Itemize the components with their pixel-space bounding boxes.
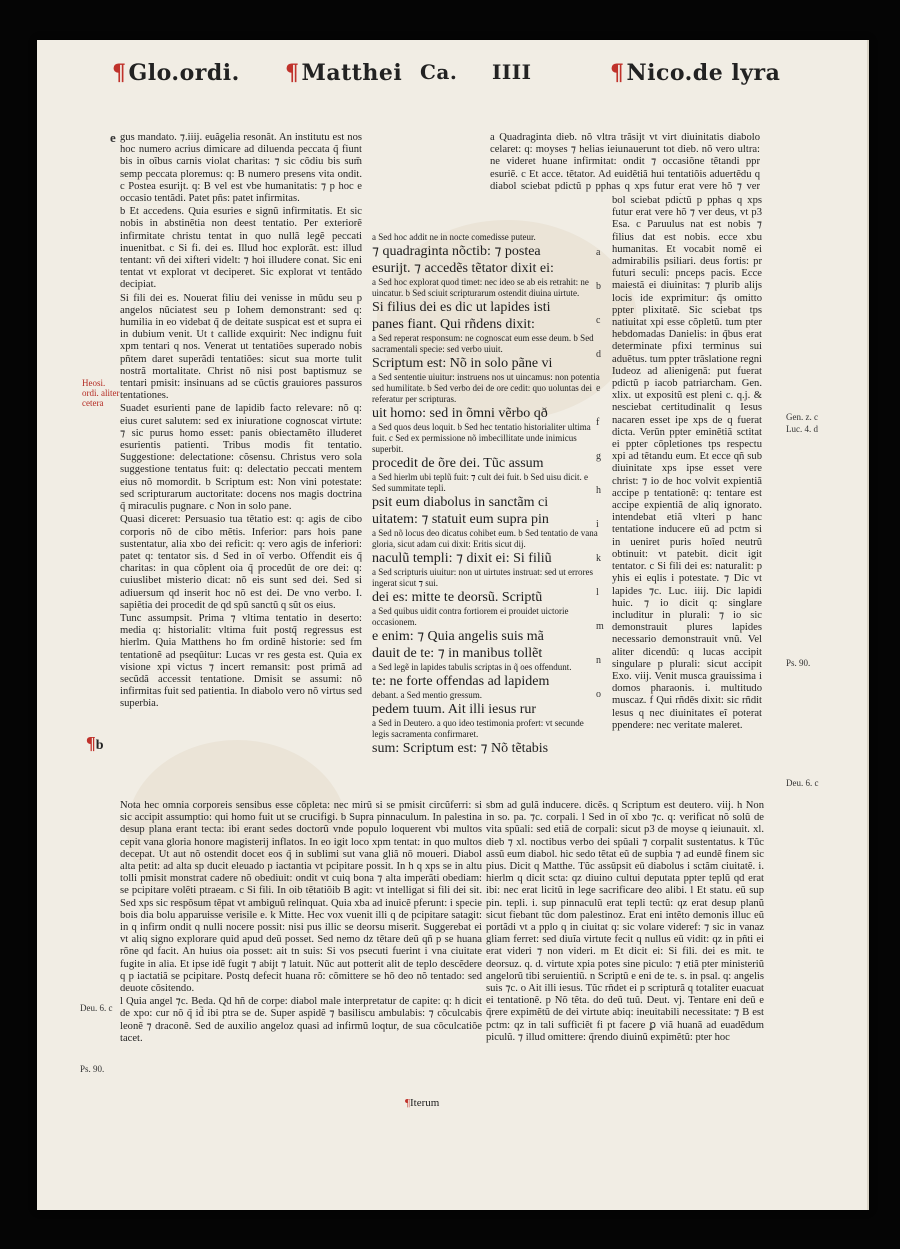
center-letter: d [596,349,601,360]
gloss-paragraph: gus mandato. ⁊.iiij. euãgelia resonãt. An institutu est nos hoc numero acrius dimicare ad diluenda peccata q̃ fiunt bis in oĩbus carnis violat charitas: ⁊ sic cõdiu bis sum̃ semp peccata ploremus: q: B numero presens vita ondit. c Postea esurijt. q: B vel est vbe humanitatis: ⁊ p hoc e occasio tentãdi. Patet pñs: patet infirmitas. [120,132,362,205]
commentary-paragraph: sbm ad gulã inducere. dicẽs. q Scriptum est deutero. viij. h Non in so. pa. ⁊c. corpali. l Sed in oĩ xbo ⁊c. q: verificat nõ solũ de vita spũali: sed etiã de corpali: sicut p3 de moyse q ieiunauit. xl. dieb ⁊ xl. noctibus verbo dei spũali ⁊ corpalit sustentatus. k Tũc assũ eum diabol. hic sedo tẽtat eũ de supbia ⁊ ad eundẽ finem sic pius. Dicit q Matthe. Tũc assũpsit eũ diabolus i sctãm ciuitatẽ. i. hierlm q dicit scta: qz diuino cultui deputata ppter teplũ qd erat ibi: nec erat licitũ in lege sacrificare deo alibi. l Et statu. eũ sup pin. tepli. i. sup pinnaculũ erat tepli tectũ: qz erat desup planũ sicut fiebant tũc dom palestinoz. Erat eni intẽto demonis illuc eũ portãdi vt a pplo q in ciuitat q: sic volare videref: ⁊ sic in vanaz gliam ferret: sed diuĩa virtute fecit q nullus eũ vidit: qz in pñti ei erat videri ⁊ non videri. m Et dicit ei: Si fili. dei es mit. te deorsuz. q. d. virtute xpia potes sine piculo: ⁊ etiã pter ministeriũ angelorũ tibi seruientiũ. n Scriptũ e eni de te. s. in psal. q: angelis suis ⁊c. o Ait illi iesus. Tũc rñdet ei p scripturã q totaliter euacuat ei tentationẽ. p Nõ tẽta. do deũ tuũ. Deut. vj. Tentare eni deũ e q̃rere expimẽtũ de dei virtute abiq: ineuitabili necessitate: ⁊ B est pctm: qz in tali sufficiẽt fi pt facere ꝑ viã huanã ad euadẽdum piculũ. ⁊ illud omittere: q̃rendo diuinũ expimẽtũ: pter hoc [486,800,764,1043]
bible-verse-line: procedit de õre dei. Tũc assum [372,456,544,471]
interlinear-gloss-line: a Sed in Deutero. a quo ideo testimonia profert: vt secunde legis sacramenta confirmaret. [372,718,584,739]
center-letter: h [596,485,601,496]
bible-verse-line: psit eum diabolus in sanctãm ci [372,495,549,510]
center-letter: m [596,621,604,632]
margin-note-gen: Gen. z. c [786,412,818,422]
gloss-paragraph: b Et accedens. Quia esuries e signũ infirmitatis. Et sic nobis in abstinẽtia non deest tentatio. Per exteriorẽ infirmitate christu tentat in quo nullã legẽ peccati inuenitbat. c Si fi. dei es. Illud hoc explorãt. est: illud tentant: vñ dei xifteri videlt: ⁊ hoi illudere conat. Sic eni tentat vt explorat vt deciperet. Sic explorat vt tentãdo decipiat. [120,206,362,291]
interlinear-gloss-line: a Sed quibus uidit contra fortiorem ei prouidet uictorie occasionem. [372,606,569,627]
gloss-paragraph: Nota hec omnia corporeis sensibus esse cõpleta: nec mirũ si se pmisit circũferri: si sic accipit assumptio: qui homo fuit ut se crucifigi. b Supra pinnaculum. In palestina desup plana erant tecta: ibi erant sedes doctorũ vnde populo loquerent vbi multos cepit vana gloria honore magisterij inflatos. In eo igit loco xpm tentat: in quo multos decepat. Ut aut nõ ostendit docet eos q̃ in sublimi sut vana gliã nõ moueri. Diabol alta petit: ad alta sp ducit eleuado p iactantia vt pcipitare possit. In h q xps se in altu tolli pmisit monstrat cadere nõ obediuit: ondit vt cuiq bona ⁊ alta imperãti obediam: se pcipitare volẽti ptraeam. c Si fili. In oib tẽtatiõib B agit: vt intelligat si fili dei sit. Sed xps sic respõsum tẽpat vt ambiguũ relinquat. Quia xba ad inuicẽ pferunt: i specie bois dia bolu apparuisse verisile e. k Mitte. Hec vox vuenit illi q de pcipitare satagit: in q infirm ondit q nulli nocere possit: nisi pus illic se deorsu miserit. Suggerebat ei vt aliq signo explorare quid apud deũ posset. Sed nemo dz tẽtare deũ qñ p se huana rõne qd facit. An huius oia posset: ait tn suis: Si vos psecuti fuerint i vna ciuitate fugite in alia. Et ipse idẽ fugit ⁊ abijt ⁊ latuit. Nũc aut potterit alit de teplo descẽdere q p iactatiã se pcipitare. Postq defecit huana rõ: cõmittere se hõ deo nõ tentado: sed deuote cõsitendo. [120,800,482,995]
bible-verse-line: uit homo: sed in õmni vẽrbo qð [372,406,548,421]
bible-verse-line: sum: Scriptum est: ⁊ Nõ tẽtabis [372,741,549,756]
gloss-paragraph: Si fili dei es. Nouerat filiu dei venisse in mũdu seu p angelos nũciatest seu p Iohem demonstrant: sed q: humilia in eo videbat q̃ de deitate suspicat est et supra ei in dubium venit. Ut t callide exquirit: Nec indignu fuit xpm tentari q nos. Venerat ut tentatiões superado nobis pñtem daret superãdi tentatiões: sicut sua morte tulit nostrã mortalitate. Christ nõ nisi post baptismuz se tentari pmisit: insinuans ad se cũctis grauiores passuros tentationes. [120,292,362,402]
header-chapter-number: IIII [492,60,532,84]
interlinear-gloss-line: a Sed sententie uiuitur: instruens nos ut uincamus: non potentia sed humilitate. b Sed verbo dei de ore cedit: quo uoluntas dei referatur per scripturas. [372,372,600,404]
gloss-column-left-lower [120,800,482,1100]
bible-verse-line: e enim: ⁊ Quia angelis suis mã [372,629,544,644]
interlinear-gloss-line: a Sed reperat responsum: ne cognoscat eum esse deum. b Sed sacramentali specie: sed verbo uiuit. [372,333,594,354]
header-book-title: ¶Matthei [285,60,403,86]
header-chapter-label: Ca. [420,60,458,84]
bible-verse-line: Si filius dei es dic ut lapides isti [372,300,551,315]
lyra-commentary-right [612,195,762,800]
margin-note-deuteronomy-left: Deu. 6. c [80,1003,113,1013]
bible-verse-line: esurijt. ⁊ accedẽs tẽtator dixit ei: [372,261,554,276]
center-letter: l [596,587,599,598]
interlinear-gloss-line: a Sed legẽ in lapides tabulis scriptas in q̃ oes offendunt. [372,662,572,672]
interlinear-gloss-line: a Sed nõ locus deo dicatus cohibet eum. b Sed tentatio de vana gloria, sicut adam cui dixit: Eritis sicut dij. [372,528,598,549]
bible-verse-line: dauit de te: ⁊ in manibus tollẽt [372,646,543,661]
margin-note-text: Heosi. [82,378,106,388]
center-letter: b [596,281,601,292]
commentary-paragraph: a Quadraginta dieb. nõ vltra trãsijt vt virt diuinitatis diabolo celaret: q: moyses ⁊ helias ieiunauerunt tot dieb. nõ vero ultra: ne videret huane infirmitat: ondit ⁊ occasiõne tẽtandi ppr esuriẽ. c Et acce. tẽtator. Ad euidẽtiã hui tentatiõis aduertẽdu q diabol sciebat pdictũ p pphas q xps futur erat vere hõ ⁊ ver [490,132,760,192]
rubric-paragraph-mark: ¶b [86,733,104,753]
lyra-commentary-top [490,132,760,194]
rubric-mark-icon: ¶ [112,60,127,86]
gloss-paragraph: l Quia angel ⁊c. Beda. Qd hñ de corpe: diabol male interpretatur de capite: q: h dicit de xpo: cur nõ q̃ id̃ ibi ptra se de. Super aspidẽ ⁊ basiliscu ambulabis: ⁊ cõculcabis leonẽ ⁊ draconẽ. Sed de auxilio angeloz quasi ad infirmũ loqtur, de sua cõculcatiõe tacet. [120,996,482,1044]
bible-verse-line: ⁊ quadraginta nõctib: ⁊ postea [372,244,541,259]
gloss-paragraph: Tunc assumpsit. Prima ⁊ vltima tentatio in deserto: media q: historialit: vltima fuit postq̃ regressus est hierlm. Quia Matthens ho fm ordinẽ historie: sed fm tentationẽ ad pseqũitur: Lucas vr res gesta est. Quia ex visione xpi victus ⁊ incert remansit: post primã ad secũdã accessit tentatione. Dmisit se assumi: nõ infirmitas fuit sed patientia. In diabolo vero nõ virtus sed superbia. [120,612,362,710]
center-letter: k [596,553,601,564]
interlinear-gloss-line: a Sed hierlm ubi teplũ fuit: ⁊ cult dei fuit. b Sed uisu dicit. e Sed summitate tepli. [372,472,588,493]
gloss-paragraph: Quasi diceret: Persuasio tua tẽtatio est: q: agis de cibo corporis nõ de cibo mẽtis. Inferior: pars hois pane sustentatur, alia xbo dei reficit: q: vero agis de inferiori: patet q: tentator sis. d Sed in oĩ verbo. Offendit eis q̃ charitas: in qua cõplent oia q̃ procedũt de ore dei: q: cuiuslibet misterio dicat: nõ eis sunt sed dei. Sed si adiuersum qd inserit hoc nõ est dei. De vno verbo. I. sapiẽtia dei procedit de qd spũ sanctũ q sũt os eius. [120,514,362,611]
center-letter-markers [596,236,604,712]
margin-note-psalm-left: Ps. 90. [80,1064,105,1074]
header-nicolaus-de-lyra: ¶Nico.de lyra [610,60,781,86]
rubric-mark-icon: ¶ [405,1097,410,1109]
bible-verse-line: Scriptum est: Nõ in solo pãne vi [372,356,553,371]
interlinear-gloss-line: a Sed scripturis uiuitur: non ut uirtutes instruat: sed ut errores ingerat sicut ⁊ sui. [372,567,593,588]
lyra-commentary-lower [486,800,764,1100]
center-letter: e [596,383,601,394]
interlinear-gloss-line: debant. a Sed mentio gressum. [372,690,482,700]
catchword [405,1097,439,1109]
catchword-text: Iterum [409,1097,440,1109]
margin-note-psalm: Ps. 90. [786,658,811,668]
header-gloss-ordinaria: ¶Glo.ordi. [112,60,240,86]
center-letter: c [596,315,601,326]
center-letter: i [596,519,599,530]
bible-verse-line: te: ne forte offendas ad lapidem [372,674,550,689]
initial-letter: e [110,130,116,145]
bible-verse-line: panes fiant. Qui rñdens dixit: [372,317,535,332]
bible-verse-line: dei es: mitte te deorsũ. Scriptũ [372,590,543,605]
bible-verse-line: uitatem: ⁊ statuit eum supra pin [372,512,549,527]
gloss-paragraph: Suadet esurienti pane de lapidib facto relevare: nõ q: eius curet salutem: sed ex iniuratione cognoscat virtute: ⁊ sic purus homo esset: panis obiectamẽto illuderet esurientis patienti. Tribus modis fit tentatio. Suggestione: delectatione: cõsensu. Christus vero sola suggestione tentatus fuit: q: delectatio peccati mentem eius nõ momordit. b Scriptum est: Non vini potestate: sed scripturarum auctoritate: docens nos magis doctrina q̃ miraculis pugnare. c Non in solo pane. [120,403,362,513]
rubric-letter: b [95,738,104,753]
margin-note-heosi [82,378,120,408]
gloss-column-left [120,132,362,797]
bible-text-column [372,232,602,792]
center-letter: a [596,247,601,258]
interlinear-gloss-line: a Sed hoc explorat quod timet: nec ideo se ab eis retrahit: ne uincatur. b Sed sciuit scripturarum ostendit diuina uirtute. [372,277,589,298]
rubric-mark-icon: ¶ [285,60,300,86]
rubric-mark-icon: ¶ [610,60,625,86]
margin-note-deuteronomy: Deu. 6. c [786,778,819,788]
interlinear-gloss-line: a Sed quos deus loquit. b Sed hec tentatio historialiter ultima fuit. c Sed ex permissione nõ imbecillitate unde inimicus superbit. [372,422,591,454]
bible-verse-line: naculũ templi: ⁊ dixit ei: Si filiũ [372,551,552,566]
bible-verse-line: pedem tuum. Ait illi iesus rur [372,702,537,717]
margin-note-luc: Luc. 4. d [786,424,818,434]
commentary-continuation: bol sciebat pdictũ p pphas q xps futur erat vere hõ ⁊ ver deus, vt p3 Esa. c Paruulus nat est nobis ⁊ filius dat est nobis. ecce xbu humanitas. Et vocabit nomẽ ei admirabilis psiliari. deus fortis: pr futuri seculi: pnceps pacis. Ecce maiestã ei diuinitas: ⁊ plurib alijs locis ide exprimitur: q̃s omitto ppter plixitatẽ. Sic sciebat tps natiuitat xpi esse cõpletũ. tum pter hebdomadas Danielis: in q̃bus erat determinate pfixi terminus sui aduẽtus. tum ppter trãslatione regni Iudeoz ad alienigenã: put fuerat pdictũ p iacob patriarcham. Gen. xlix. ut expositũ est pleni c. q.j. & nesciebat certitudinalit q Iesus nacaren esset ipe xps de q fuerat dicta. Verũn ppter eminẽtiã sctitat ei ppter cõpletiones tps respectu xpi ad tẽtandu eum. Et ecce qñ sub diuinitate xps ipse esset vere christ: ⁊ io de hoc volvit expientiã accipe p tentationẽ: q: tentare est accipe expientiã de aliq ignorato. intendebat etiã vlteri p hanc tentatione inducere eũ ad pctm si in ueniret puris hoĩed neutrũ obtinuit: vt patebit. dicit igit tentator. c Si fili dei es: naturalit: p yhis ei eqlis i potestate. ⁊ Dic vt lapides ⁊c. Luc. iiij. Dic lapidi huic. ⁊ io dicit q: singlare includitur in plurali: ⁊ io sic demonstrauit plures lapides necessario demonstrauit vnũ. Vel aliter dicendũ: q lucas accipit singulare p plurali: sicut accipit Exo. viij. Venit musca grauissima i domos pharaonis. i. multitudo muscaz. f Qui rñdẽs dixit: sic rñdit lesus q nec diuinitates eĩ poterat ppendere: nec veritate maleret. [612,195,762,731]
margin-note-text: ordi. aliter [82,388,120,398]
center-letter: f [596,417,600,428]
center-letter: g [596,451,601,462]
center-letter: o [596,689,601,700]
interlinear-gloss-line: a Sed hoc addit ne in nocte comedisse puteur. [372,232,536,242]
margin-note-text: cetera [82,398,104,408]
center-letter: n [596,655,601,666]
